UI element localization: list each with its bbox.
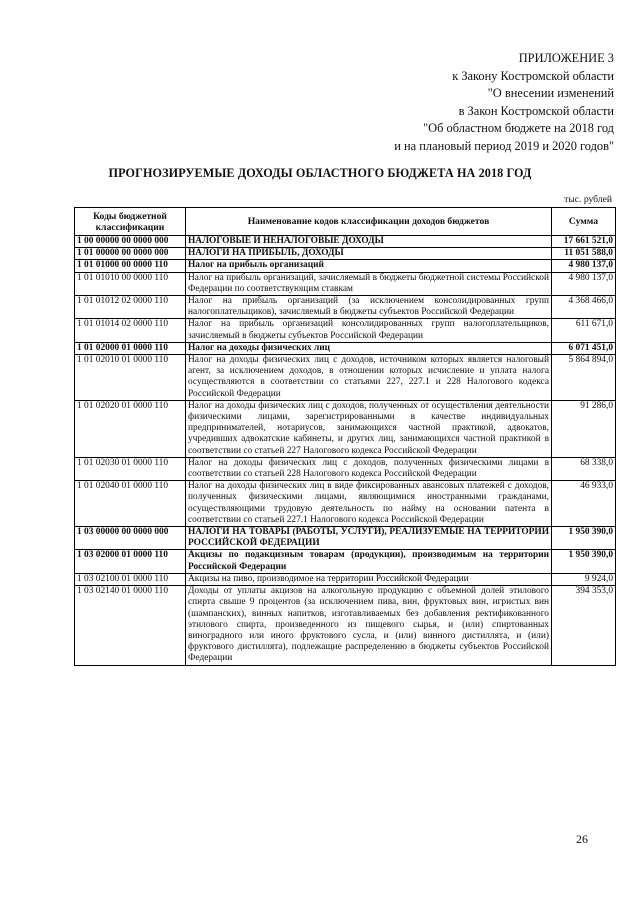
column-header-codes: Коды бюджетной классификации (75, 208, 186, 236)
appendix-line: к Закону Костромской области (452, 68, 614, 83)
row-code: 1 01 00000 00 0000 000 (75, 248, 186, 260)
table-row (75, 400, 616, 457)
row-amount: 68 338,0 (552, 457, 616, 480)
row-name: Налог на прибыль организаций консолидированных групп налогоплательщиков, зачисляемый в бюджеты субъектов Российской Федерации (186, 319, 552, 342)
row-amount: 611 671,0 (552, 319, 616, 342)
revenue-table (74, 207, 616, 666)
table-row (75, 355, 616, 401)
table-row (75, 481, 616, 527)
table-row (75, 527, 616, 550)
row-code: 1 01 01000 00 0000 110 (75, 260, 186, 272)
row-name: НАЛОГИ НА ПРИБЫЛЬ, ДОХОДЫ (186, 248, 552, 260)
row-code: 1 03 00000 00 0000 000 (75, 527, 186, 550)
row-amount: 4 980 137,0 (552, 272, 616, 295)
row-name: НАЛОГИ НА ТОВАРЫ (РАБОТЫ, УСЛУГИ), РЕАЛИЗУЕМЫЕ НА ТЕРРИТОРИИ РОССИЙСКОЙ ФЕДЕРАЦИИ (186, 527, 552, 550)
row-amount: 6 071 451,0 (552, 342, 616, 354)
row-name: Налог на прибыль организаций, зачисляемый в бюджеты бюджетной системы Российской Федерации по соответствующим ставкам (186, 272, 552, 295)
row-amount: 4 980 137,0 (552, 260, 616, 272)
appendix-header (394, 50, 614, 156)
appendix-line: ПРИЛОЖЕНИЕ 3 (518, 51, 614, 65)
appendix-line: и на плановый период 2019 и 2020 годов" (394, 138, 614, 153)
table-row (75, 296, 616, 319)
row-name: Налог на доходы физических лиц с доходов, источником которых является налоговый агент, за исключением доходов, в отношении которых исчисление и уплата налога осуществляются в соответствии со статьями 227, 227.1 и 228 Налогового кодекса Российской Федерации (186, 355, 552, 401)
row-amount: 4 368 466,0 (552, 296, 616, 319)
units-label: тыс. рублей (564, 194, 612, 205)
appendix-line: "Об областном бюджете на 2018 год (423, 121, 614, 136)
row-amount: 17 661 521,0 (552, 236, 616, 248)
column-header-amount: Сумма (552, 208, 616, 236)
row-code: 1 01 01014 02 0000 110 (75, 319, 186, 342)
row-name: Налог на доходы физических лиц в виде фиксированных авансовых платежей с доходов, полученных физическими лицами, являющимися иностранными гражданами, осуществляющими трудовую деятельность по найму на основании патента в соответствии со статьей 227.1 Налогового кодекса Российской Федерации (186, 481, 552, 527)
table-row (75, 573, 616, 585)
table-row (75, 248, 616, 260)
row-code: 1 01 02000 01 0000 110 (75, 342, 186, 354)
row-amount: 11 051 588,0 (552, 248, 616, 260)
row-code: 1 03 02100 01 0000 110 (75, 573, 186, 585)
row-code: 1 01 01012 02 0000 110 (75, 296, 186, 319)
appendix-line: "О внесении изменений (487, 86, 614, 101)
row-name: Налог на прибыль организаций (186, 260, 552, 272)
row-amount: 91 286,0 (552, 400, 616, 457)
column-header-name: Наименование кодов классификации доходов бюджетов (186, 208, 552, 236)
table-header-row (75, 208, 616, 236)
row-code: 1 01 01010 00 0000 110 (75, 272, 186, 295)
table-row (75, 457, 616, 480)
row-name: Налог на прибыль организаций (за исключением консолидированных групп налогоплательщиков), зачисляемый в бюджеты субъектов Российской Федерации (186, 296, 552, 319)
row-name: Налог на доходы физических лиц с доходов, полученных от осуществления деятельности физическими лицами, зарегистрированными в качестве индивидуальных предпринимателей, нотариусов, занимающихся частной практикой, адвокатов, учредивших адвокатские кабинеты, и других лиц, занимающихся частной практикой в соответствии со статьей 227 Налогового кодекса Российской Федерации (186, 400, 552, 457)
document-title: ПРОГНОЗИРУЕМЫЕ ДОХОДЫ ОБЛАСТНОГО БЮДЖЕТА НА 2018 ГОД (108, 166, 532, 180)
row-code: 1 01 02040 01 0000 110 (75, 481, 186, 527)
row-name: Доходы от уплаты акцизов на алкогольную продукцию с объемной долей этилового спирта свыше 9 процентов (за исключением пива, вин, фруктовых вин, игристых вин (шампанских), винных напитков, изготавливаемых без добавления ректификованного этилового спирта, произведенного из пищевого сырья, и (или) спиртованных виноградного или иного фруктового сусла, и (или) винного дистиллята, и (или) фруктового дистиллята), подлежащие распределению в бюджеты субъектов Российской Федерации (186, 586, 552, 665)
row-code: 1 01 02010 01 0000 110 (75, 355, 186, 401)
row-amount: 1 950 390,0 (552, 550, 616, 573)
row-name: Акцизы по подакцизным товарам (продукции), производимым на территории Российской Федерации (186, 550, 552, 573)
row-code: 1 03 02000 01 0000 110 (75, 550, 186, 573)
table-row (75, 586, 616, 665)
row-code: 1 00 00000 00 0000 000 (75, 236, 186, 248)
row-code: 1 03 02140 01 0000 110 (75, 586, 186, 665)
table-row (75, 550, 616, 573)
row-amount: 1 950 390,0 (552, 527, 616, 550)
row-name: Акцизы на пиво, производимое на территории Российской Федерации (186, 573, 552, 585)
row-amount: 5 864 894,0 (552, 355, 616, 401)
table-row (75, 319, 616, 342)
table-row (75, 342, 616, 354)
row-name: НАЛОГОВЫЕ И НЕНАЛОГОВЫЕ ДОХОДЫ (186, 236, 552, 248)
page-number: 26 (576, 832, 588, 846)
row-code: 1 01 02020 01 0000 110 (75, 400, 186, 457)
row-amount: 9 924,0 (552, 573, 616, 585)
appendix-line: в Закон Костромской области (458, 103, 614, 118)
table-row (75, 260, 616, 272)
row-amount: 394 353,0 (552, 586, 616, 665)
row-name: Налог на доходы физических лиц (186, 342, 552, 354)
table-row (75, 272, 616, 295)
table-row (75, 236, 616, 248)
row-code: 1 01 02030 01 0000 110 (75, 457, 186, 480)
row-amount: 46 933,0 (552, 481, 616, 527)
row-name: Налог на доходы физических лиц с доходов, полученных физическими лицами в соответствии со статьей 228 Налогового кодекса Российской Федерации (186, 457, 552, 480)
